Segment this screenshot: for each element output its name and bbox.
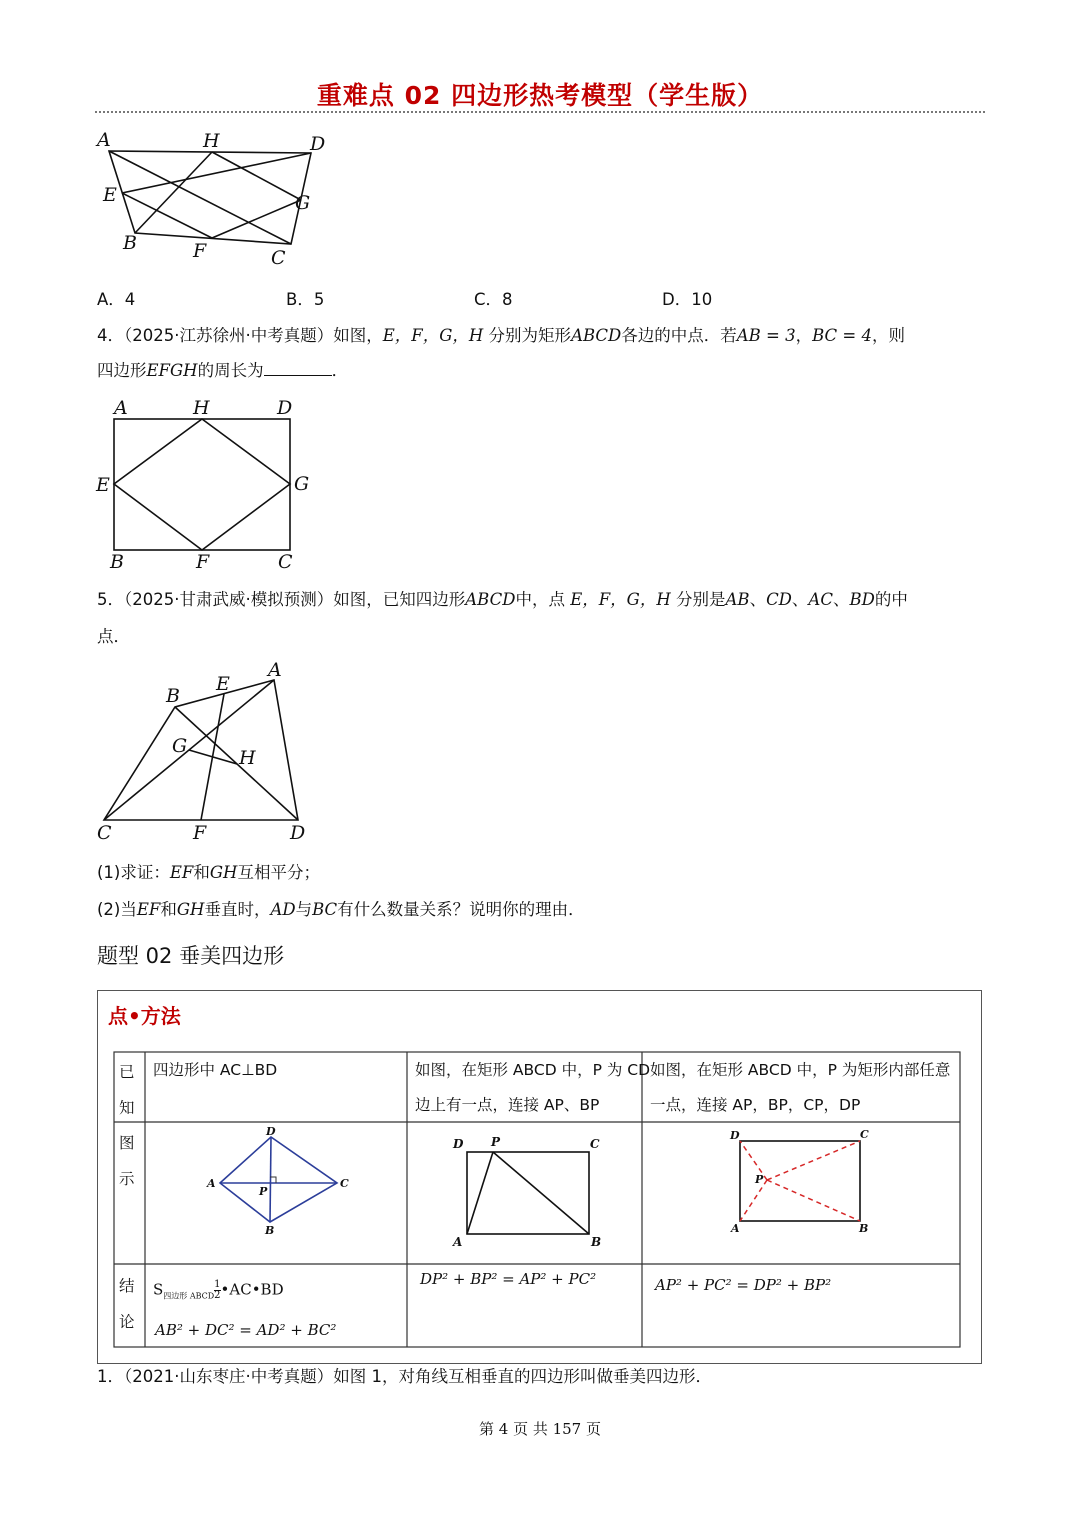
q3-quad-outline	[109, 151, 311, 244]
answer-blank	[264, 355, 332, 376]
rect2-label-c: C	[860, 1128, 869, 1141]
q4-label-b: B	[110, 551, 124, 573]
page-header-title: 重难点 02 四边形热考模型（学生版）	[316, 81, 764, 110]
q3-label-g: G	[295, 192, 311, 214]
kite-label-c: C	[340, 1177, 349, 1190]
q3-line-hb	[135, 152, 212, 233]
q3-label-a: A	[97, 129, 111, 151]
q5-part1: (1)求证：EF和GH互相平分；	[97, 863, 320, 882]
known-cell-3-line1: 如图，在矩形 ABCD 中，P 为矩形内部任意	[650, 1061, 951, 1079]
rect1-label-b: B	[591, 1235, 602, 1249]
q3-label-h: H	[203, 130, 220, 152]
kite-outline	[220, 1137, 337, 1222]
row-label-figure: 图 示	[119, 1134, 135, 1188]
q5-quad-outline	[104, 680, 298, 820]
section-heading: 题型 02 垂美四边形	[97, 944, 285, 968]
known-cell-2-line1: 如图，在矩形 ABCD 中，P 为 CD	[415, 1061, 651, 1079]
rect2-label-d: D	[730, 1129, 740, 1142]
q3-option-c: C．8	[474, 290, 513, 309]
q4-rectangle	[114, 419, 290, 550]
q3-line-hg	[212, 152, 301, 200]
q4-label-a: A	[114, 397, 128, 419]
q1-text: 1．（2021·山东枣庄·中考真题）如图 1，对角线互相垂直的四边形叫做垂美四边形．	[97, 1367, 712, 1386]
q3-label-e: E	[103, 184, 117, 206]
rect1-outline	[467, 1152, 589, 1234]
q5-label-h: H	[239, 747, 256, 769]
conclusion-cell-2-formula: DP² + BP² = AP² + PC²	[420, 1270, 597, 1288]
rect1-line-ap	[467, 1152, 493, 1234]
q4-line2: 四边形EFGH的周长为 ．	[97, 354, 348, 388]
q3-figure	[95, 128, 345, 278]
q4-label-f: F	[196, 551, 210, 573]
rect2-line-cp	[767, 1141, 860, 1180]
rect2-label-p: P	[755, 1173, 764, 1186]
rect2-line-ap	[740, 1180, 767, 1221]
q3-label-c: C	[271, 247, 286, 269]
q4-label-d: D	[277, 397, 293, 419]
known-cell-2-line2: 边上有一点，连接 AP、BP	[415, 1096, 600, 1114]
q3-label-b: B	[123, 232, 137, 254]
rect1-label-p: P	[491, 1135, 501, 1149]
q4-figure	[92, 392, 322, 577]
rect-p-on-side-figure	[445, 1130, 615, 1250]
rect1-label-c: C	[590, 1137, 600, 1151]
rect2-label-b: B	[859, 1222, 869, 1235]
header-divider	[95, 111, 985, 113]
q4-rhombus	[114, 419, 290, 550]
page-footer: 第 4 页 共 157 页	[478, 1420, 601, 1438]
rect-p-inside-figure	[725, 1126, 885, 1241]
q3-label-d: D	[310, 133, 326, 155]
q5-line2: 点．	[97, 627, 130, 646]
rect2-line-bp	[767, 1180, 860, 1221]
q4-label-h: H	[193, 397, 210, 419]
q3-line-gf	[212, 200, 301, 238]
rect1-label-d: D	[453, 1137, 464, 1151]
method-box-title: 点•方法	[108, 1004, 181, 1028]
kite-label-b: B	[265, 1224, 275, 1237]
known-cell-1: 四边形中 AC⊥BD	[153, 1061, 278, 1079]
conclusion-cell-1-formula: AB² + DC² = AD² + BC²	[155, 1321, 337, 1339]
q4-label-c: C	[278, 551, 293, 573]
q5-figure	[92, 660, 332, 850]
kite-diagonal-db	[270, 1137, 271, 1222]
q3-label-f: F	[193, 240, 207, 262]
q4-label-g: G	[294, 473, 310, 495]
q5-part2: (2)当EF和GH垂直时，AD与BC有什么数量关系？说明你的理由．	[97, 900, 585, 919]
q5-label-g: G	[172, 735, 188, 757]
kite-label-a: A	[207, 1177, 216, 1190]
rect1-label-a: A	[453, 1235, 463, 1249]
kite-figure	[200, 1126, 360, 1241]
q3-option-d: D．10	[662, 290, 713, 309]
q5-label-d: D	[290, 822, 306, 844]
q4-line1: 4．（2025·江苏徐州·中考真题）如图，E，F，G，H 分别为矩形ABCD各边的中点．若AB = 3，BC = 4，则	[97, 326, 905, 345]
kite-label-d: D	[266, 1126, 276, 1138]
kite-label-p: P	[259, 1185, 268, 1198]
row-label-conclusion: 结 论	[119, 1277, 135, 1331]
q3-option-a: A．4	[97, 290, 136, 309]
rect2-label-a: A	[731, 1222, 740, 1235]
rect1-line-bp	[493, 1152, 589, 1234]
known-cell-3-line2: 一点，连接 AP，BP，CP，DP	[650, 1096, 861, 1114]
q5-line1: 5．（2025·甘肃武威·模拟预测）如图，已知四边形ABCD中，点 E，F，G，H 分别是AB、CD、AC、BD的中	[97, 590, 908, 609]
q5-label-f: F	[193, 822, 207, 844]
row-label-known: 已 知	[119, 1063, 135, 1117]
conclusion-cell-1-area: $S_{四边形 ABCD}$ $\frac{1}{2}$ •AC•BD	[153, 1279, 284, 1301]
q4-label-e: E	[96, 474, 110, 496]
q5-label-e: E	[216, 673, 230, 695]
q5-label-a: A	[268, 660, 282, 681]
q3-option-b: B．5	[286, 290, 325, 309]
conclusion-cell-3-formula: AP² + PC² = DP² + BP²	[655, 1276, 832, 1294]
q5-label-c: C	[97, 822, 112, 844]
q5-label-b: B	[166, 685, 180, 707]
